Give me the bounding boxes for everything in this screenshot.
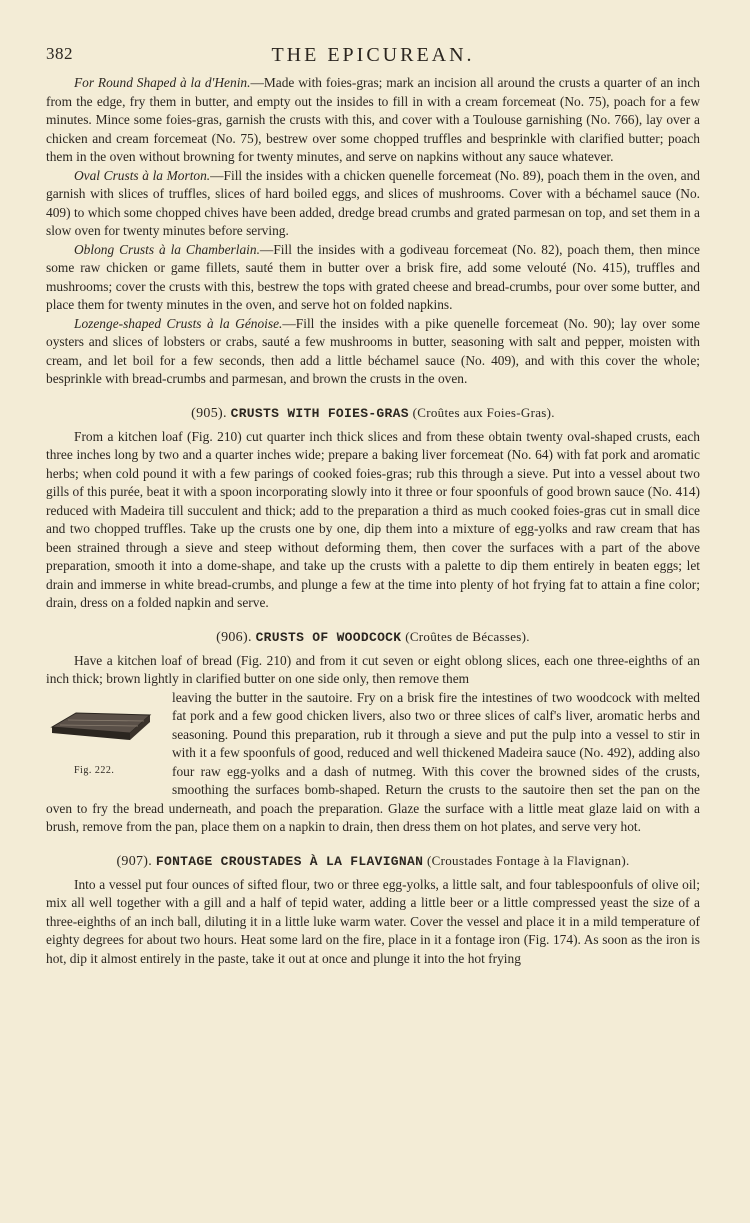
paragraph-oval-crusts [46,167,700,241]
section-number: (905). [191,405,227,421]
figure-222 [46,693,158,789]
paragraph-lozenge-crusts [46,315,700,389]
subrecipe-text: —Fill the insides with a pike quenelle forcemeat (No. 90); lay over some oysters and slices of lobsters or crabs, sauté a few mushrooms in butter, seasoning with salt and pepper, moisten with cream, and let boil for a few seconds, then add a little béchamel sauce (No. 409), and with this cover the whole; besprinkle with bread-crumbs and parmesan, and brown the crusts in the oven. [46,315,700,386]
paragraph-round-shaped [46,74,700,167]
section-french-title: (Croûtes de Bécasses). [405,628,530,644]
section-906-text-after: leaving the butter in the sautoire. Fry on a brisk fire the intestines of two woodcock with melted fat pork and a few good chicken livers, also two or three slices of calf's liver, aromatic herbs and seasoning. Pound this preparation, rub it through a sieve and put the pulp into a vessel to stir in with it a few spoonfuls of good, reduced and well thickened Madeira sauce (No. 492), adding also four raw egg-yolks and a dash of nutmeg. With this cover the browned sides of the crusts, smoothing the surfaces bomb-shaped. Return the crusts to the sautoire then set the pan on the oven to fry the bread underneath, and poach the preparation. Glaze the surface with a little meat glaze laid on with a brush, remove from the pan, place them on a napkin to drain, then dress them on hot plates, and serve very hot. [46,689,700,834]
section-number: (907). [116,853,153,869]
section-title: FONTAGE CROUSTADES À LA FLAVIGNAN [155,853,424,869]
section-french-title: (Croûtes aux Foies-Gras). [412,404,555,420]
subrecipe-title: Oval Crusts à la Morton. [74,167,211,183]
figure-caption: Fig. 222. [74,764,115,776]
section-french-title: (Croustades Fontage à la Flavignan). [427,852,630,868]
section-907-text: Into a vessel put four ounces of sifted flour, two or three egg-yolks, a little salt, and four tablespoonfuls of olive oil; mix all well together with a gill and a half of tepid water, adding a little beer or a little compressed yeast the size of a three-eighths of an inch ball, diluting it in a little luke warm water. Cover the vessel and place it in a mild temperature of eighty degrees for about two hours. Heat some lard on the fire, place in it a fontage iron (Fig. 174). As soon as the iron is hot, dip it almost entirely in the paste, take it out at once and plunge it into the hot frying [46,876,700,966]
subrecipe-text: —Made with foies-gras; mark an incision all around the crusts a quarter of an inch from the edge, fry them in butter, and empty out the insides to fill in with a cream forcemeat (No. 75), poach for a few minutes. Mince some foies-gras, garnish the crusts with this, and cover with a Toulouse garnishing (No. 766), lay over a chicken and cream forcemeat (No. 75), bestrew over some chopped truffles and besprinkle with clarified butter; poach them in the oven without browning for twenty minutes, and serve on napkins without any sauce whatever. [46,75,701,164]
section-906-text-before: Have a kitchen loaf of bread (Fig. 210) and from it cut seven or eight oblong slices, each one three-eighths of an inch thick; brown lightly in clarified butter on one side only, then remove them [46,652,700,686]
section-title: CRUSTS WITH FOIES-GRAS [230,405,409,421]
section-heading-907 [46,853,700,870]
page-header [46,0,700,74]
subrecipe-title: Lozenge-shaped Crusts à la Génoise. [74,315,283,331]
subrecipe-title: Oblong Crusts à la Chamberlain. [74,241,260,257]
section-title: CRUSTS OF WOODCOCK [255,629,402,645]
subrecipe-title: For Round Shaped à la d'Henin. [74,75,251,90]
section-905-text: From a kitchen loaf (Fig. 210) cut quarter inch thick slices and from these obtain twenty oval-shaped crusts, each three inches long by two and a quarter inches wide; prepare a baking liver forcemeat (No. 64) with fat pork and aromatic herbs; when cold pound it with a few parings of cooked foies-gras; rub this through a sieve. Put into a vessel about two gills of this purée, beat it with a spoon incorporating slowly into it three or four spoonfuls of good brown sauce (No. 414) reduced with Madeira till succulent and thick; add to the preparation a third as much cooked foies-gras cut in small dice and two chopped truffles. Take up the crusts one by one, dip them into a mixture of egg-yolks and raw cream that has been strained through a sieve and steep without deforming them, then cover the surfaces with a part of the above preparation, smooth it into a dome-shape, and take up the crusts with a palette to dip them entirely in beaten eggs; let drain and immerse in white bread-crumbs, and plunge a few at the time into plenty of hot frying fat to attain a fine color; drain, dress on a folded napkin and serve. [46,428,700,610]
paragraph-oblong-crusts [46,241,700,315]
crust-illustration [46,693,158,763]
subrecipe-text: —Fill the insides with a godiveau forcemeat (No. 82), poach them, then mince some raw chicken or game fillets, sauté them in butter over a brisk fire, add some velouté (No. 415), truffles and mushrooms; cover the crusts with this, bestrew the tops with grated cheese and bread-crumbs, pour over some butter, and place them for twenty minutes in the oven, and serve hot on folded napkins. [46,241,700,312]
subrecipe-text: —Fill the insides with a chicken quenelle forcemeat (No. 89), poach them in the oven, and garnish with slices of truffles, slices of hard boiled eggs, and slices of mushrooms. Cover with a béchamel sauce (No. 409) to which some chopped chives have been added, dredge bread crumbs and grated parmesan on top, and set them in a slow oven for twenty minutes before serving. [46,167,701,238]
section-number: (906). [216,629,252,645]
section-heading-906 [46,629,700,646]
page-number: 382 [46,44,73,63]
running-title: THE EPICUREAN. [271,44,475,66]
section-heading-905 [46,405,700,422]
